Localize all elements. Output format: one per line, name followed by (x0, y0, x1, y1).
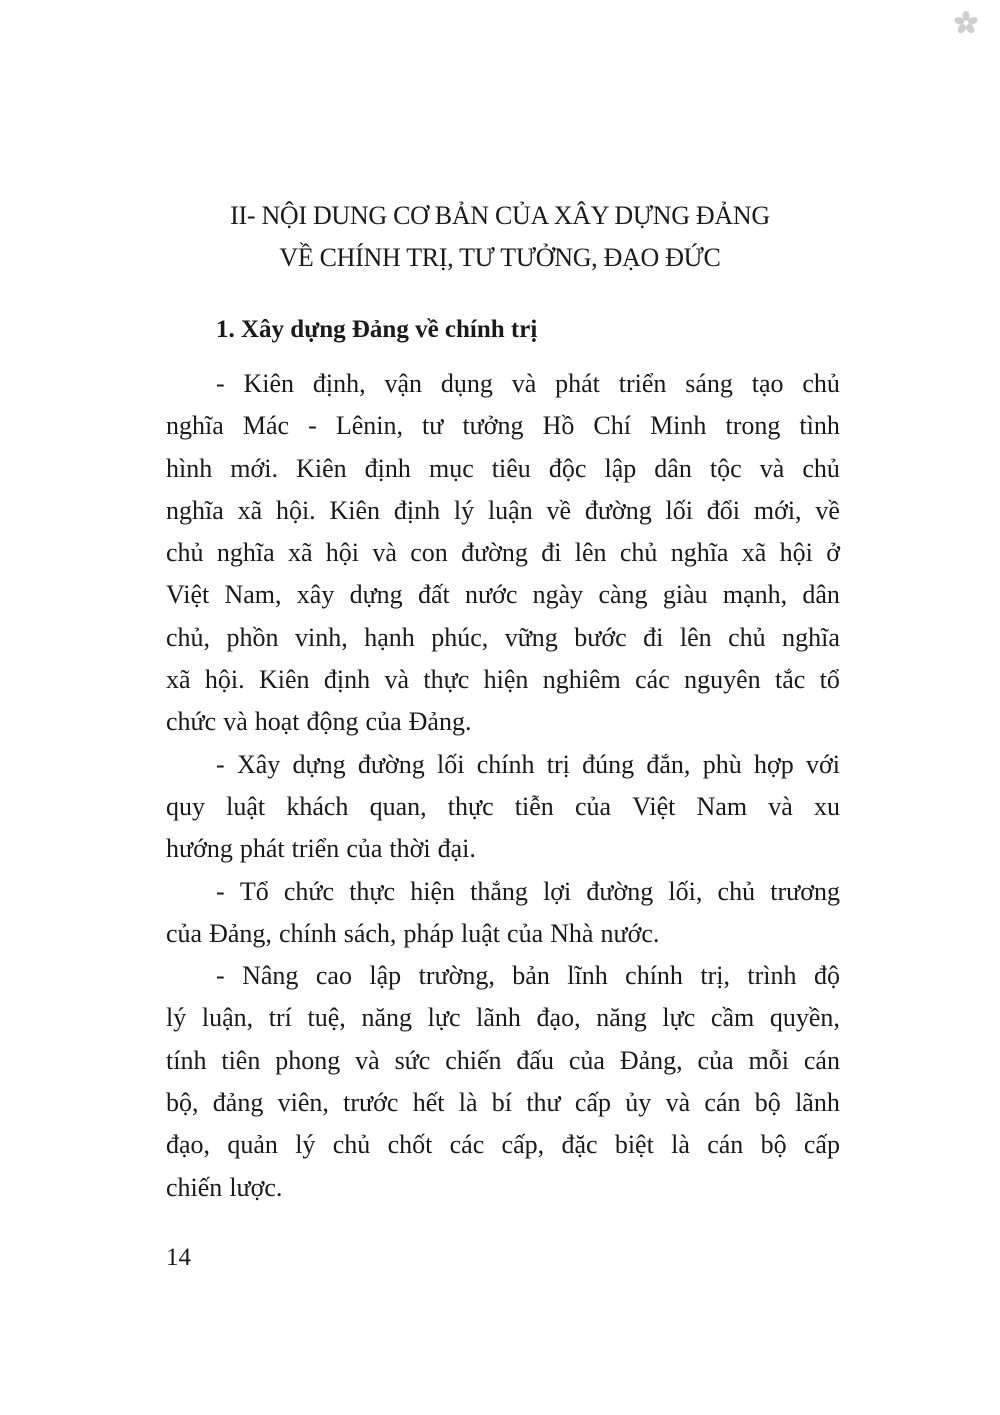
paragraph-line: xã hội. Kiên định và thực hiện nghiêm các nguyên tắc tổ (166, 665, 840, 695)
paragraph-line: quy luật khách quan, thực tiễn của Việt Nam và xu (166, 791, 840, 821)
paragraph-line: - Xây dựng đường lối chính trị đúng đắn, phù hợp với (216, 749, 840, 779)
body-text (166, 363, 840, 1209)
paragraph-line: nghĩa Mác - Lênin, tư tưởng Hồ Chí Minh trong tình (166, 411, 840, 441)
paragraph-line: - Kiên định, vận dụng và phát triển sáng tạo chủ (216, 369, 840, 398)
paragraph-line: lý luận, trí tuệ, năng lực lãnh đạo, năng lực cầm quyền, (166, 1003, 840, 1033)
paragraph (166, 744, 840, 871)
section-title: 1. Xây dựng Đảng về chính trị (216, 316, 538, 343)
paragraph-line: chủ, phồn vinh, hạnh phúc, vững bước đi lên chủ nghĩa (166, 622, 840, 652)
chapter-heading-line-1: II- NỘI DUNG CƠ BẢN CỦA XÂY DỰNG ĐẢNG (230, 201, 770, 230)
page-number: 14 (166, 1244, 191, 1271)
paragraph (166, 871, 840, 956)
paragraph-line: tính tiên phong và sức chiến đấu của Đảng, của mỗi cán (166, 1045, 840, 1075)
paragraph-line: Việt Nam, xây dựng đất nước ngày càng giàu mạnh, dân (166, 580, 840, 610)
paragraph-line: hướng phát triển của thời đại. (166, 834, 476, 864)
flower-icon (953, 10, 979, 36)
paragraph-line: chủ nghĩa xã hội và con đường đi lên chủ nghĩa xã hội ở (166, 538, 840, 568)
paragraph-line: chức và hoạt động của Đảng. (166, 707, 472, 737)
paragraph-line: - Tổ chức thực hiện thắng lợi đường lối, chủ trương (216, 876, 840, 906)
paragraph-line: bộ, đảng viên, trước hết là bí thư cấp ủy và cán bộ lãnh (166, 1088, 840, 1118)
paragraph (166, 363, 840, 744)
paragraph-line: nghĩa xã hội. Kiên định lý luận về đường lối đổi mới, về (166, 495, 840, 525)
chapter-heading-line-2: VỀ CHÍNH TRỊ, TƯ TƯỞNG, ĐẠO ĐỨC (279, 243, 721, 272)
paragraph (166, 955, 840, 1209)
paragraph-line: hình mới. Kiên định mục tiêu độc lập dân tộc và chủ (166, 453, 840, 483)
paragraph-line: - Nâng cao lập trường, bản lĩnh chính trị, trình độ (216, 961, 840, 991)
paragraph-line: chiến lược. (166, 1172, 283, 1202)
paragraph-line: của Đảng, chính sách, pháp luật của Nhà nước. (166, 918, 660, 948)
paragraph-line: đạo, quản lý chủ chốt các cấp, đặc biệt là cán bộ cấp (166, 1130, 840, 1160)
